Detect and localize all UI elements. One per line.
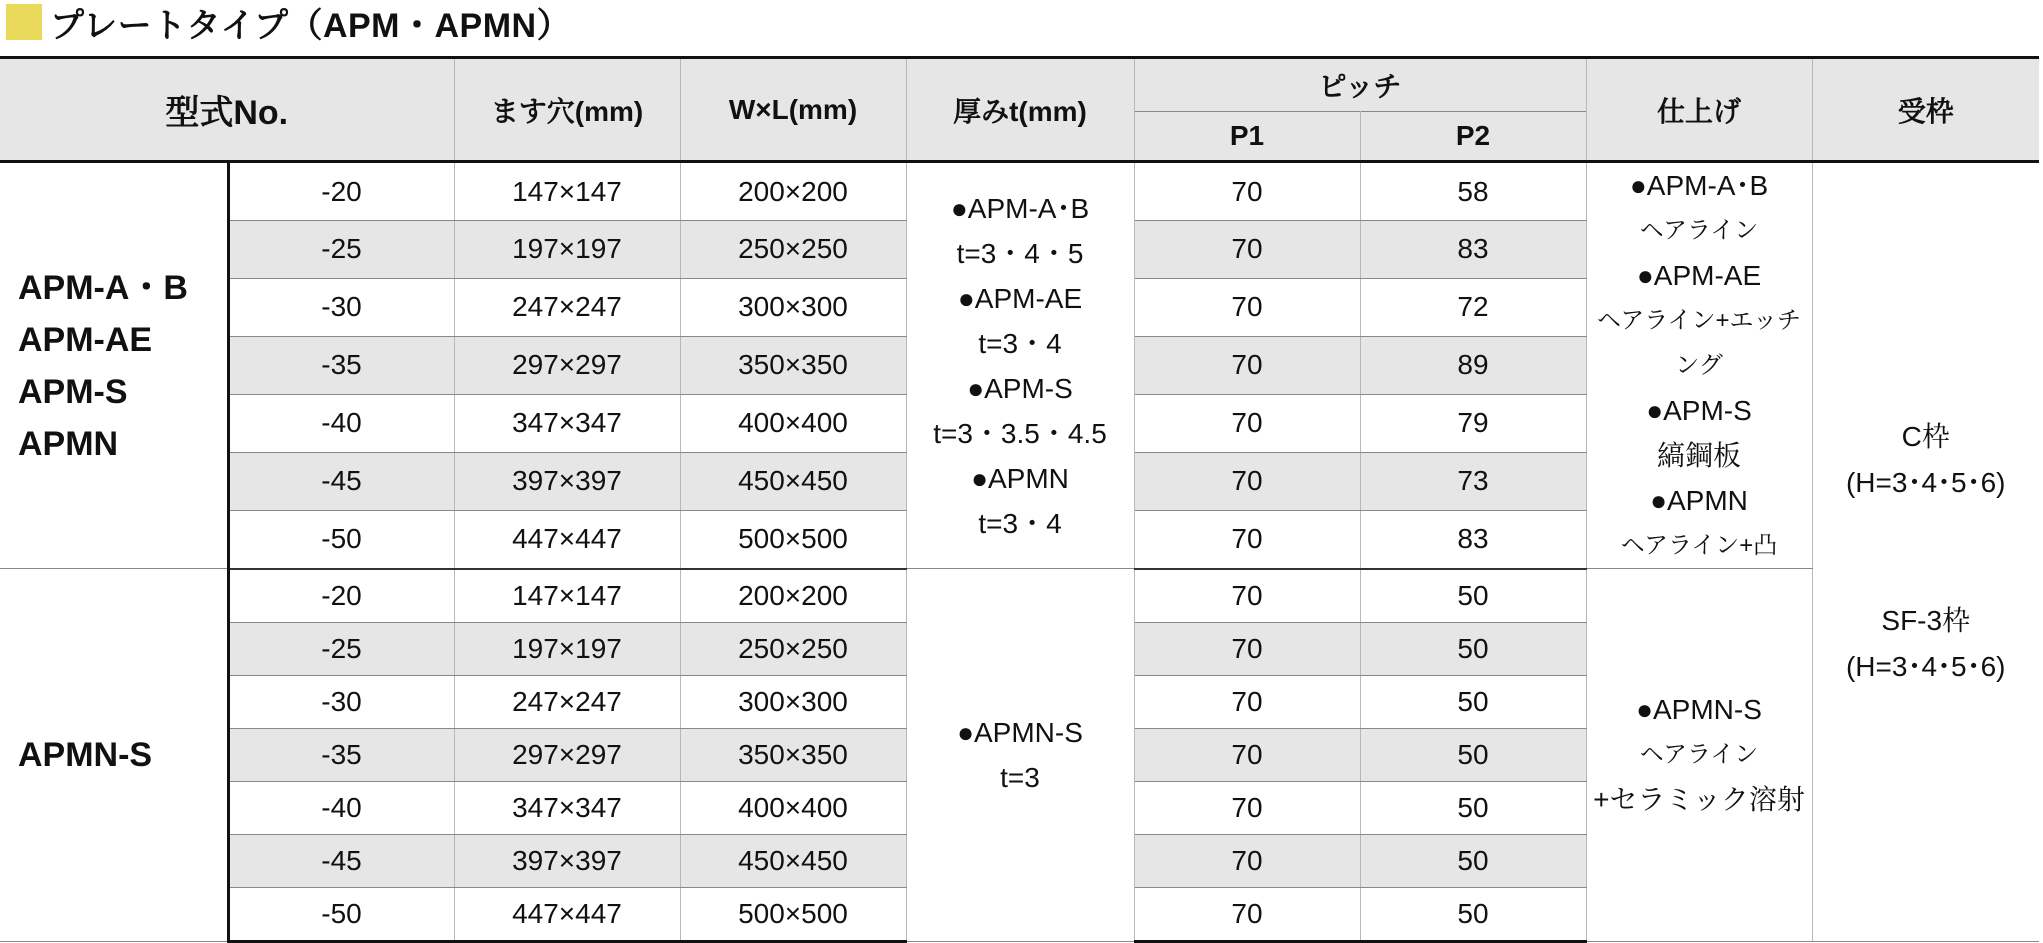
frame-cell: [1812, 162, 2039, 942]
p2-cell: 73: [1360, 452, 1586, 510]
thickness-cell: [906, 162, 1134, 569]
header-hole: ます穴(mm): [454, 58, 680, 162]
p1-cell: 70: [1134, 336, 1360, 394]
wl-cell: 500×500: [680, 510, 906, 568]
finish-cell-line: 縞鋼板: [1656, 440, 1741, 471]
model-name-line: APMN-S: [18, 735, 153, 774]
finish-cell-line: ●APM-S: [1646, 395, 1752, 426]
title-marker: [6, 4, 42, 40]
p1-cell: 70: [1134, 569, 1360, 623]
size-cell: -40: [228, 394, 454, 452]
finish-cell-line: ヘアライン+エッチング: [1596, 307, 1802, 379]
size-cell: -25: [228, 221, 454, 279]
frame-cell-line: C枠: [1901, 420, 1950, 452]
p2-cell: 50: [1360, 569, 1586, 623]
thickness-cell: [906, 569, 1134, 942]
thickness-cell-line: t=3・4: [978, 327, 1062, 359]
p1-cell: 70: [1134, 834, 1360, 887]
size-cell: -50: [228, 510, 454, 568]
model-name-line: APMN: [18, 424, 119, 463]
model-name-line: APM-S: [18, 372, 128, 411]
size-cell: -25: [228, 622, 454, 675]
thickness-cell-line: t=3・3.5・4.5: [933, 417, 1107, 449]
finish-cell-line: ヘアライン: [1639, 741, 1759, 769]
frame-cell-line: [1813, 506, 2040, 552]
model-name-line: APM-AE: [18, 320, 153, 359]
p1-cell: 70: [1134, 887, 1360, 941]
p1-cell: 70: [1134, 278, 1360, 336]
p2-cell: 50: [1360, 728, 1586, 781]
hole-cell: 247×247: [454, 675, 680, 728]
hole-cell: 397×397: [454, 452, 680, 510]
hole-cell: 297×297: [454, 336, 680, 394]
p1-cell: 70: [1134, 675, 1360, 728]
p2-cell: 50: [1360, 834, 1586, 887]
wl-cell: 200×200: [680, 162, 906, 221]
finish-cell-line: ●APM-AE: [1636, 260, 1762, 291]
model-name: [0, 162, 228, 569]
p2-cell: 58: [1360, 162, 1586, 221]
table-body: [0, 162, 2039, 942]
finish-cell-line: +セラミック溶射: [1593, 784, 1805, 816]
header-p2: P2: [1360, 112, 1586, 162]
hole-cell: 247×247: [454, 278, 680, 336]
wl-cell: 200×200: [680, 569, 906, 623]
p1-cell: 70: [1134, 510, 1360, 568]
p1-cell: 70: [1134, 221, 1360, 279]
p1-cell: 70: [1134, 394, 1360, 452]
thickness-cell-line: ●APM-AE: [957, 282, 1083, 314]
size-cell: -45: [228, 834, 454, 887]
size-cell: -35: [228, 336, 454, 394]
table-row: [0, 569, 2039, 623]
wl-cell: 500×500: [680, 887, 906, 941]
wl-cell: 300×300: [680, 675, 906, 728]
wl-cell: 400×400: [680, 394, 906, 452]
frame-cell-line: [1813, 552, 2040, 598]
size-cell: -40: [228, 781, 454, 834]
header-wl: W×L(mm): [680, 58, 906, 162]
wl-cell: 350×350: [680, 728, 906, 781]
hole-cell: 447×447: [454, 510, 680, 568]
size-cell: -35: [228, 728, 454, 781]
p2-cell: 83: [1360, 221, 1586, 279]
p1-cell: 70: [1134, 728, 1360, 781]
table-row: [0, 162, 2039, 221]
size-cell: -50: [228, 887, 454, 941]
finish-cell-line: ヘアライン: [1639, 217, 1759, 244]
frame-cell-line: (H=3･4･5･6): [1845, 466, 2006, 498]
size-cell: -30: [228, 675, 454, 728]
hole-cell: 397×397: [454, 834, 680, 887]
frame-cell-line: SF-3枠: [1881, 604, 1971, 636]
hole-cell: 347×347: [454, 781, 680, 834]
thickness-cell-line: ●APMN-S: [957, 716, 1083, 748]
wl-cell: 300×300: [680, 278, 906, 336]
hole-cell: 297×297: [454, 728, 680, 781]
finish-cell-line: ●APM-A･B: [1629, 170, 1769, 201]
finish-cell-line: ヘアライン+凸: [1620, 532, 1778, 559]
header-p1: P1: [1134, 112, 1360, 162]
size-cell: -20: [228, 569, 454, 623]
hole-cell: 447×447: [454, 887, 680, 941]
header-finish: 仕上げ: [1586, 58, 1812, 162]
frame-cell-line: (H=3･4･5･6): [1845, 650, 2006, 682]
thickness-cell-line: ●APM-S: [967, 372, 1073, 404]
size-cell: -45: [228, 452, 454, 510]
p1-cell: 70: [1134, 622, 1360, 675]
wl-cell: 250×250: [680, 622, 906, 675]
table-header: [0, 58, 2039, 162]
wl-cell: 450×450: [680, 452, 906, 510]
p2-cell: 89: [1360, 336, 1586, 394]
hole-cell: 147×147: [454, 162, 680, 221]
header-thickness: 厚みt(mm): [906, 58, 1134, 162]
p2-cell: 50: [1360, 887, 1586, 941]
wl-cell: 250×250: [680, 221, 906, 279]
p1-cell: 70: [1134, 781, 1360, 834]
header-model: 型式No.: [0, 58, 454, 162]
p2-cell: 50: [1360, 675, 1586, 728]
finish-cell: [1586, 569, 1812, 942]
header-pitch: ピッチ: [1134, 58, 1586, 112]
p1-cell: 70: [1134, 162, 1360, 221]
size-cell: -20: [228, 162, 454, 221]
p2-cell: 72: [1360, 278, 1586, 336]
thickness-cell-line: t=3: [1000, 761, 1040, 793]
thickness-cell-line: ●APM-A･B: [950, 192, 1090, 224]
section-title: プレートタイプ（APM・APMN）: [50, 6, 572, 45]
thickness-cell-line: t=3・4: [978, 507, 1062, 539]
p2-cell: 50: [1360, 622, 1586, 675]
thickness-cell-line: t=3・4・5: [956, 237, 1084, 269]
p2-cell: 79: [1360, 394, 1586, 452]
hole-cell: 147×147: [454, 569, 680, 623]
finish-cell-line: ●APMN-S: [1636, 694, 1762, 726]
model-name: [0, 569, 228, 942]
wl-cell: 450×450: [680, 834, 906, 887]
hole-cell: 197×197: [454, 622, 680, 675]
wl-cell: 350×350: [680, 336, 906, 394]
model-name-line: APM-A・B: [18, 268, 188, 307]
spec-table: [0, 56, 2039, 943]
hole-cell: 197×197: [454, 221, 680, 279]
p2-cell: 50: [1360, 781, 1586, 834]
p2-cell: 83: [1360, 510, 1586, 568]
section-title-bar: [6, 4, 572, 45]
p1-cell: 70: [1134, 452, 1360, 510]
finish-cell: [1586, 162, 1812, 569]
finish-cell-line: ●APMN: [1650, 485, 1748, 516]
wl-cell: 400×400: [680, 781, 906, 834]
thickness-cell-line: ●APMN: [971, 462, 1069, 494]
hole-cell: 347×347: [454, 394, 680, 452]
header-frame: 受枠: [1812, 58, 2039, 162]
size-cell: -30: [228, 278, 454, 336]
